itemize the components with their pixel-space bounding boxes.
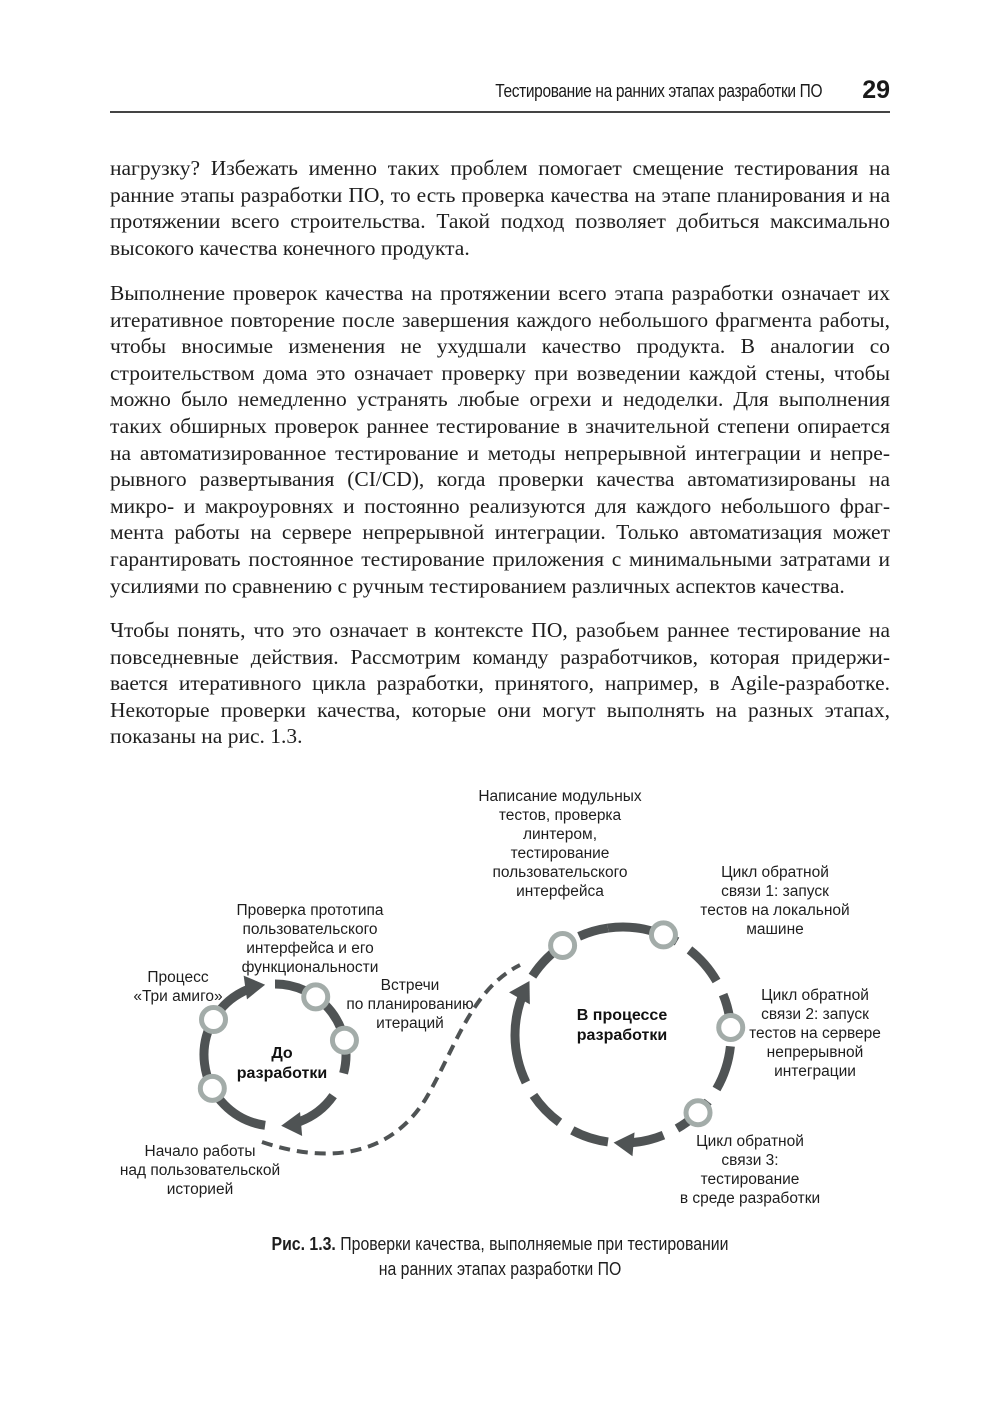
label-line: Встречи (380, 977, 440, 994)
label-prototype-check (225, 901, 395, 977)
label-line: Начало работы (144, 1143, 256, 1160)
label-line: тестирование (700, 1171, 800, 1188)
label-line: функциональности (241, 959, 379, 976)
label-line: Цикл обратной (721, 864, 829, 881)
label-line: по планированию (346, 996, 474, 1013)
label-line: над пользовательской (119, 1162, 281, 1179)
right-cycle-segment (689, 950, 716, 981)
paragraph-2 (110, 280, 890, 599)
label-line: тестов на локальной (700, 902, 850, 919)
label-line: интеграции (774, 1063, 856, 1080)
label-line: непрерывной (766, 1044, 864, 1061)
paragraph-text: Выполнение проверок качества на протяжении всего этапа разработки означает их итеративное повторение после завершения каждого небольшого фрагмента работы, чтобы вносимые изменения не ухудшали качество продукта. В аналогии со строительством дома это означает проверку при возведении каждой стены, чтобы можно было немедленно устранять любые огрехи и недоделки. Для выполнения таких обширных проверок раннее тестирование в значительной степени опирается на автоматизированное тестирование и методы непрерывной интеграции и непрерывного развертывания (CI/CD), когда проверки качества автоматизированы на микро- и макроуровнях и постоянно реализуются для каждого небольшого фрагмента работы на сервере непрерывной интеграции. Только автоматизация может гарантировать постоянное тестирование приложения с минимальными затратами и усилиями по сравнению с ручным тестированием различных аспектов качества. (110, 281, 890, 598)
node-feedback-1 (651, 923, 675, 947)
label-line: До (271, 1045, 293, 1062)
running-title: Тестирование на ранних этапах разработки ПО (495, 81, 822, 101)
caption-line-1: Проверки качества, выполняемые при тестировании (340, 1234, 729, 1254)
label-feedback-2 (730, 986, 900, 1081)
right-cycle-segment (572, 1130, 608, 1142)
node-story-start (200, 1076, 224, 1100)
label-line: линтером, (522, 826, 597, 843)
left-cycle-arrowhead-top (244, 976, 265, 1000)
right-cycle-segment (533, 1095, 559, 1122)
node-three-amigos (202, 1008, 226, 1032)
label-line: итераций (376, 1015, 444, 1032)
label-line: историей (166, 1181, 234, 1198)
label-line: пользовательского (492, 864, 628, 881)
node-unit-tests (551, 933, 575, 957)
right-cycle-segment (632, 1135, 663, 1142)
label-three-amigos (118, 968, 238, 1006)
label-during-development (562, 1006, 682, 1046)
paragraph-text: Чтобы понять, что это означает в контексте ПО, разобьем раннее тестирование на повседневные действия. Рассмотрим команду разработчиков, которая придерживается итеративного цикла разработки, принятого, например, в Agile-разработке. Некоторые проверки качества, которые они могут выполнять на разных этапах, показаны на рис. 1.3. (110, 618, 890, 749)
label-story-start (105, 1142, 295, 1199)
paragraph-3 (110, 617, 890, 750)
label-line: связи 3: (721, 1152, 779, 1169)
caption-number: Рис. 1.3. (271, 1234, 336, 1254)
label-line: Цикл обратной (696, 1133, 804, 1150)
label-line: Написание модульных (478, 788, 642, 805)
label-line: разработки (236, 1065, 328, 1082)
label-line: разработки (576, 1027, 668, 1044)
label-line: в среде разработки (679, 1190, 821, 1207)
caption-line-2: на ранних этапах разработки ПО (378, 1259, 622, 1279)
page-number: 29 (862, 76, 890, 104)
right-cycle-segment (717, 1046, 731, 1089)
right-cycle-arrowhead-bottom (614, 1132, 635, 1156)
left-cycle-arrowhead-bottom (281, 1112, 302, 1136)
label-line: машине (746, 921, 804, 938)
running-head (110, 76, 890, 106)
node-prototype-check (304, 985, 328, 1009)
header-rule (110, 111, 890, 113)
label-planning-meetings (335, 976, 485, 1033)
label-line: тестов, проверка (498, 807, 622, 824)
label-line: интерфейса (516, 883, 604, 900)
label-feedback-3 (665, 1132, 835, 1208)
node-feedback-3 (686, 1101, 710, 1125)
label-line: связи 1: запуск (721, 883, 829, 900)
label-line: пользовательского (242, 921, 378, 938)
label-line: интерфейса и его (246, 940, 374, 957)
label-line: Цикл обратной (761, 987, 869, 1004)
paragraph-1 (110, 155, 890, 261)
label-line: В процессе (576, 1007, 668, 1024)
figure-caption (0, 1232, 1000, 1282)
figure-1-3 (0, 770, 1000, 1230)
label-line: Проверка прототипа (236, 902, 384, 919)
label-line: тестирование (510, 845, 610, 862)
label-line: Процесс (147, 969, 209, 986)
label-feedback-1 (685, 863, 865, 939)
left-cycle-arc-bottom-right (299, 1096, 333, 1122)
label-line: тестов на сервере (749, 1025, 881, 1042)
label-line: «Три амиго» (133, 988, 223, 1005)
label-unit-tests (460, 787, 660, 901)
right-cycle-segment (515, 989, 526, 1082)
paragraph-text: нагрузку? Избежать именно таких проблем помогает смещение тестирования на ранние этапы разработки ПО, то есть проверка качества на этапе планирования и на протяжении всего строительства. Такой подход позволяет добиться максимально высокого качества конечного продукта. (110, 156, 890, 260)
label-line: связи 2: запуск (761, 1006, 869, 1023)
label-before-development (222, 1044, 342, 1084)
right-cycle-segment (579, 928, 608, 936)
